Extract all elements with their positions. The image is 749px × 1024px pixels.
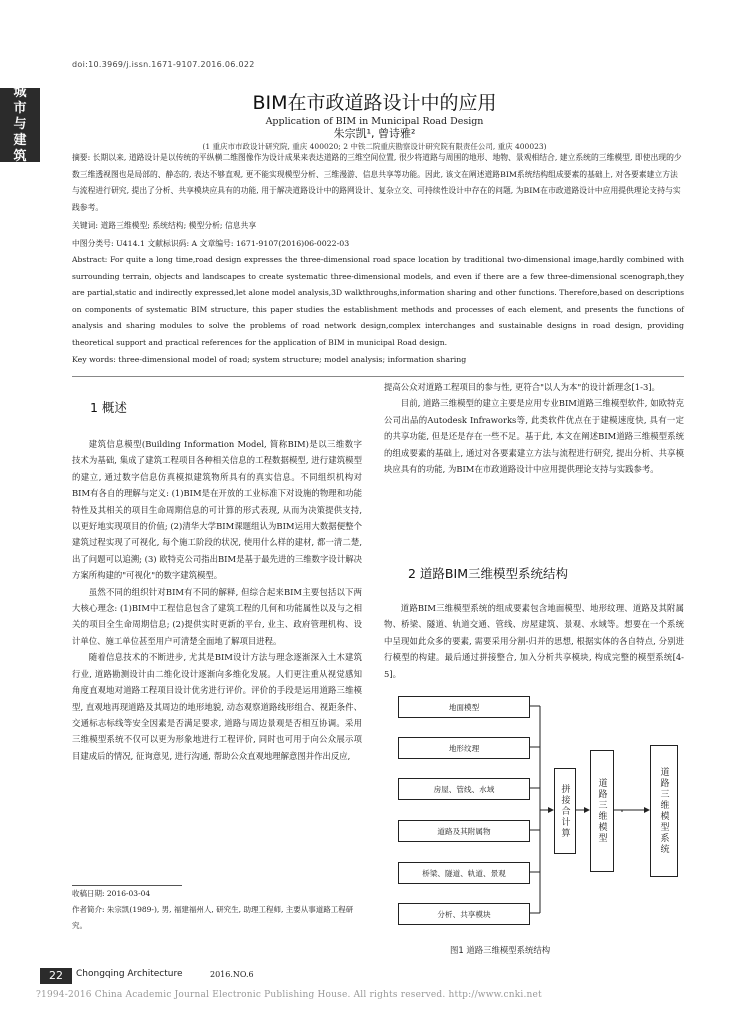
right-column-top bbox=[384, 379, 684, 477]
author-bio: 作者简介: 朱宗凯(1989-), 男, 福建福州人, 研究生, 助理工程师, 主要从事道路工程研究。 bbox=[72, 905, 354, 930]
right-column-bottom bbox=[384, 600, 684, 682]
affiliations: (1 重庆市市政设计研究院, 重庆 400020; 2 中铁二院重庆勘察设计研究院有限责任公司, 重庆 400023) bbox=[202, 142, 547, 151]
doi: doi:10.3969/j.issn.1671-9107.2016.06.022 bbox=[72, 60, 255, 69]
copyright: ?1994-2016 China Academic Journal Electronic Publishing House. All rights reserved. http://www.cnki.net bbox=[36, 990, 542, 1000]
keywords-en: Key words: three-dimensional model of road; system structure; model analysis; information sharing bbox=[72, 355, 467, 364]
figure-box-buildings: 房屋、管线、水域 bbox=[398, 778, 530, 800]
left-column bbox=[72, 436, 362, 764]
keywords-cn: 关键词: 道路三维模型; 系统结构; 模型分析; 信息共享 bbox=[72, 221, 257, 230]
figure-box-terrain-texture: 地形纹理 bbox=[398, 737, 530, 759]
section-1-title: 1 概述 bbox=[90, 400, 127, 415]
side-tab-char: 市 bbox=[13, 101, 27, 116]
figure-connectors bbox=[388, 690, 688, 938]
abstract-en-text: Abstract: For quite a long time,road design expresses the three-dimensional road space location by traditional two-dimensional image,hardly combined with surrounding terrain, objects and landscapes to create systematic three-dimensional models, and even if there are a few three-dimensional scenograph,they are partial,static and indirectly expressed,let alone model analysis,3D walkthroughs,information sharing and other functions. Therefore,based on descriptions on components of systematic BIM structure, this paper studies the establishment methods and processes of each element, and presents the functions of analysis and sharing modules to solve the problems of road network design,complex interchanges and sustainable designs in road design, providing theoretical support and practical references for the application of BIM in municipal Road design. bbox=[72, 255, 684, 347]
figure-1 bbox=[388, 690, 688, 938]
paragraph: 道路BIM三维模型系统的组成要素包含地面模型、地形纹理、道路及其附属物、桥梁、隧道、轨道交通、管线、房屋建筑、景观、水域等。想要在一个系统中呈现如此众多的要素, 需要采用分割-归并的思想, 根据实体的各自特点, 分别进行模型的构建。最后通过拼接整合, 加入分析共享模块, 构成完整的模型系统[4-5]。 bbox=[384, 603, 684, 679]
side-tab-char: 与 bbox=[13, 117, 27, 132]
footnote bbox=[72, 886, 362, 934]
paragraph: 随着信息技术的不断进步, 尤其是BIM设计方法与理念逐渐深入土木建筑行业, 道路勘测设计由二维化设计逐渐向多维化发展。人们更注重从视觉感知角度直观地对道路工程项目设计优劣进行评价。评价的手段是运用道路三维模型, 直观地再现道路及其周边的地形地貌, 动态观察道路线形组合、视距条件、交通标志标线等安全因素是否满足要求, 道路与周边景观是否相互协调。采用三维模型系统不仅可以更为形象地进行工程评价, 同时也可用于向公众展示项目建成后的情况, 征询意见, 进行沟通, 帮助公众直观地理解意图并作出反应, bbox=[72, 652, 362, 761]
page-number: 22 bbox=[40, 968, 72, 984]
paragraph: 虽然不同的组织针对BIM有不同的解释, 但综合起来BIM主要包括以下两大核心理念: (1)BIM中工程信息包含了建筑工程的几何和功能属性以及与之相关的项目全生命周期信息; (2)提供实时更新的平台, 业主、政府管理机构、设计单位、施工单位甚至用户可清楚全面地了解项目进程。 bbox=[72, 586, 362, 646]
figure-box-merge: 拼接合计算 bbox=[554, 768, 576, 854]
paragraph: 目前, 道路三维模型的建立主要是应用专业BIM道路三维模型软件, 如欧特克公司出品的Autodesk Infraworks等, 此类软件优点在于建模速度快, 具有一定的共享功能, 但是还是存在一些不足。基于此, 本文在阐述BIM道路三维模型系统的组成要素的基础上, 通过对各要素建立方法与流程进行研究, 提出分析、共享模块应具有的功能, 为BIM在市政道路设计中应用提供理论支持与实践参考。 bbox=[384, 398, 684, 475]
side-tab-char: 建 bbox=[13, 133, 27, 148]
figure-box-roads: 道路及其附属物 bbox=[398, 820, 530, 842]
figure-caption: 图1 道路三维模型系统结构 bbox=[450, 945, 551, 955]
paper-title: BIM在市政道路设计中的应用 bbox=[252, 92, 497, 114]
figure-box-bridges: 桥梁、隧道、轨道、景观 bbox=[398, 862, 530, 884]
abstract-cn: 摘要: 长期以来, 道路设计是以传统的平纵横二维图像作为设计成果来表达道路的三维空间位置, 很少将道路与周围的地形、地物、景观相结合, 建立系统的三维模型, 即使出现的少数三维透视图也是局部的、静态的, 表达不够直观, 更不能实现模型分析、三维漫游、信息共享等功能。因此, 该文在阐述道路BIM系统结构组成要素的基础上, 对各要素建立方法与流程进行研究, 提出了分析、共享模块应具有的功能, 用于解决道路设计中的路网设计、复杂立交、可持续性设计中存在的问题, 为BIM在市政道路设计中应用提供理论支持与实践参考。 bbox=[72, 153, 682, 212]
abstract-en bbox=[72, 252, 684, 351]
paper-title-en: Application of BIM in Municipal Road Design bbox=[265, 116, 484, 127]
side-tab-char: 筑 bbox=[13, 149, 27, 164]
classification: 中图分类号: U414.1 文献标识码: A 文章编号: 1671-9107(2016)06-0022-03 bbox=[72, 239, 350, 248]
paragraph: 提高公众对道路工程项目的参与性, 更符合"以人为本"的设计新理念[1-3]。 bbox=[384, 382, 660, 392]
paragraph: 建筑信息模型(Building Information Model, 简称BIM)是以三维数字技术为基础, 集成了建筑工程项目各种相关信息的工程数据模型, 进行建筑模型的建立, 通过数字信息仿真模拟建筑物所具有的真实信息。不同组织机构对BIM有各自的理解与定义: (1)BIM是在开放的工业标准下对设施的物理和功能特性及其相关的项目生命周期信息的可计算的形式表现, 从而为决策提供支持, 以更好地实现项目的价值; (2)清华大学BIM课题组认为BIM运用大数据便整个建筑过程实现了可视化, 每个施工阶段的状况, 使用什么样的建材, 都一清二楚, 出了问题可以追溯; (3) 欧特克公司指出BIM是基于最先进的三维数字设计解决方案所构建的"可视化"的数字建筑模型。 bbox=[72, 439, 362, 581]
journal-issue: 2016.NO.6 bbox=[210, 970, 254, 979]
figure-box-ground-model: 地面模型 bbox=[398, 696, 530, 718]
figure-box-system: 道路三维模型系统 bbox=[650, 745, 678, 877]
figure-box-analysis: 分析、共享模块 bbox=[398, 903, 530, 925]
received-date: 收稿日期: 2016-03-04 bbox=[72, 889, 151, 898]
figure-box-road-model: 道路三维模型 bbox=[590, 750, 614, 872]
section-2-title: 2 道路BIM三维模型系统结构 bbox=[408, 566, 568, 581]
authors: 朱宗凯¹, 曾诗雅² bbox=[333, 127, 416, 140]
journal-name: Chongqing Architecture bbox=[76, 969, 183, 979]
divider bbox=[72, 376, 684, 377]
side-tab-char: 城 bbox=[13, 85, 27, 100]
